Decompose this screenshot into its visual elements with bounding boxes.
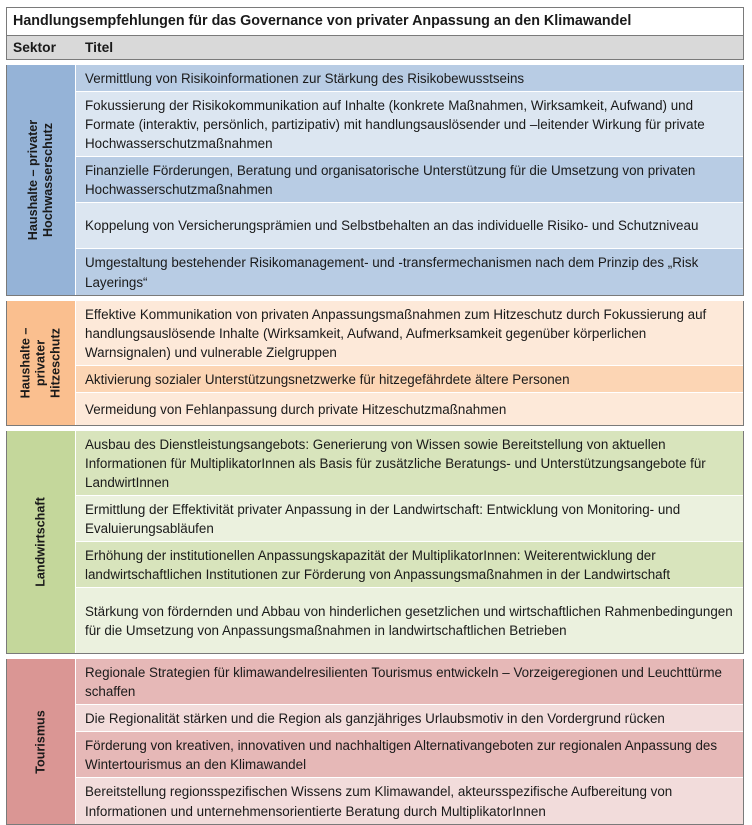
- group-tourismus: [6, 659, 744, 825]
- list-item: [76, 431, 743, 496]
- item-text: Vermittlung von Risikoinformationen zur Stärkung des Risikobewusstseins: [85, 70, 525, 86]
- list-item: [76, 542, 743, 588]
- list-item: [76, 705, 743, 732]
- item-text: Erhöhung der institutionellen Anpassungskapazität der MultiplikatorInnen: Weiterentwicklung der landwirtschaftlichen Institutionen zur Förderung von Anpassungsmaßnahmen in der Landwirtschaft: [85, 547, 671, 582]
- item-text: Stärkung von fördernden und Abbau von hinderlichen gesetzlichen und wirtschaftlichen Rahmenbedingungen für die Umsetzung von Anpassungsmaßnahmen in landwirtschaftlichen Betrieben: [85, 603, 733, 638]
- list-item: [76, 203, 743, 249]
- list-item: [76, 157, 743, 203]
- list-item: [76, 366, 743, 393]
- sector-cell: [7, 65, 76, 295]
- list-item: [76, 659, 743, 705]
- item-text: Regionale Strategien für klimawandelresilienten Tourismus entwickeln – Vorzeigeregionen und Leuchttürme schaffen: [85, 664, 722, 699]
- item-text: Koppelung von Versicherungsprämien und Selbstbehalten an das individuelle Risiko- und Schutzniveau: [85, 218, 699, 234]
- table-header: [6, 36, 744, 60]
- item-text: Bereitstellung regionsspezifischen Wissens zum Klimawandel, akteursspezifische Aufbereitung von Informationen und unternehmensorientierte Beratung durch MultiplikatorInnen: [85, 784, 673, 819]
- sector-cell: [7, 431, 76, 653]
- header-sektor: Sektor: [13, 40, 56, 55]
- sector-label: Haushalte – privater Hochwasserschutz: [26, 119, 55, 241]
- sector-label: Tourismus: [33, 709, 48, 774]
- list-item: [76, 588, 743, 653]
- list-item: [76, 65, 743, 92]
- list-item: [76, 92, 743, 157]
- group-hochwasserschutz: [6, 65, 744, 296]
- recommendations-table: [6, 7, 744, 825]
- list-item: [76, 301, 743, 366]
- sector-label: Haushalte – privater Hitzeschutz: [18, 327, 63, 399]
- table-title: Handlungsempfehlungen für das Governance von privater Anpassung an den Klimawandel: [6, 7, 744, 36]
- sector-cell: [7, 301, 76, 425]
- group-landwirtschaft: [6, 431, 744, 654]
- item-text: Die Regionalität stärken und die Region als ganzjähriges Urlaubsmotiv in den Vordergrund rücken: [85, 710, 665, 726]
- item-text: Umgestaltung bestehender Risikomanagement- und -transfermechanismen nach dem Prinzip des „Risk Layerings“: [85, 255, 699, 290]
- sector-cell: [7, 659, 76, 824]
- item-text: Effektive Kommunikation von privaten Anpassungsmaßnahmen zum Hitzeschutz durch Fokussierung auf handlungsauslösende Inhalte (Wirksamkeit, Aufwand, Aufmerksamkeit gegenüber körperlichen Warnsignalen) und vulnerable Zielgruppen: [85, 306, 707, 361]
- list-item: [76, 249, 743, 295]
- sector-label: Landwirtschaft: [33, 497, 48, 587]
- list-item: [76, 393, 743, 425]
- item-text: Vermeidung von Fehlanpassung durch private Hitzeschutzmaßnahmen: [85, 401, 507, 417]
- item-text: Ermittlung der Effektivität privater Anpassung in der Landwirtschaft: Entwicklung von Monitoring- und Evaluierungsabläufen: [85, 501, 681, 536]
- item-text: Förderung von kreativen, innovativen und nachhaltigen Alternativangeboten zur regionalen Anpassung des Wintertourismus an den Klimawandel: [85, 737, 718, 772]
- item-text: Aktivierung sozialer Unterstützungsnetzwerke für hitzegefährdete ältere Personen: [85, 371, 570, 387]
- list-item: [76, 496, 743, 542]
- item-text: Fokussierung der Risikokommunikation auf Inhalte (konkrete Maßnahmen, Wirksamkeit, Aufwand) und Formate (interaktiv, persönlich, partizipativ) mit handlungsauslösender und –leitender Wirkung für private Hochwasserschutzmaßnahmen: [85, 97, 705, 152]
- list-item: [76, 778, 743, 824]
- group-hitzeschutz: [6, 301, 744, 426]
- item-text: Finanzielle Förderungen, Beratung und organisatorische Unterstützung für die Umsetzung von privaten Hochwasserschutzmaßnahmen: [85, 162, 696, 197]
- item-text: Ausbau des Dienstleistungsangebots: Generierung von Wissen sowie Bereitstellung von aktuellen Informationen für MultiplikatorInnen als Basis für zusätzliche Beratungs- und Unterstützungsangebote für LandwirtInnen: [85, 436, 706, 491]
- list-item: [76, 732, 743, 778]
- header-titel: Titel: [85, 40, 114, 55]
